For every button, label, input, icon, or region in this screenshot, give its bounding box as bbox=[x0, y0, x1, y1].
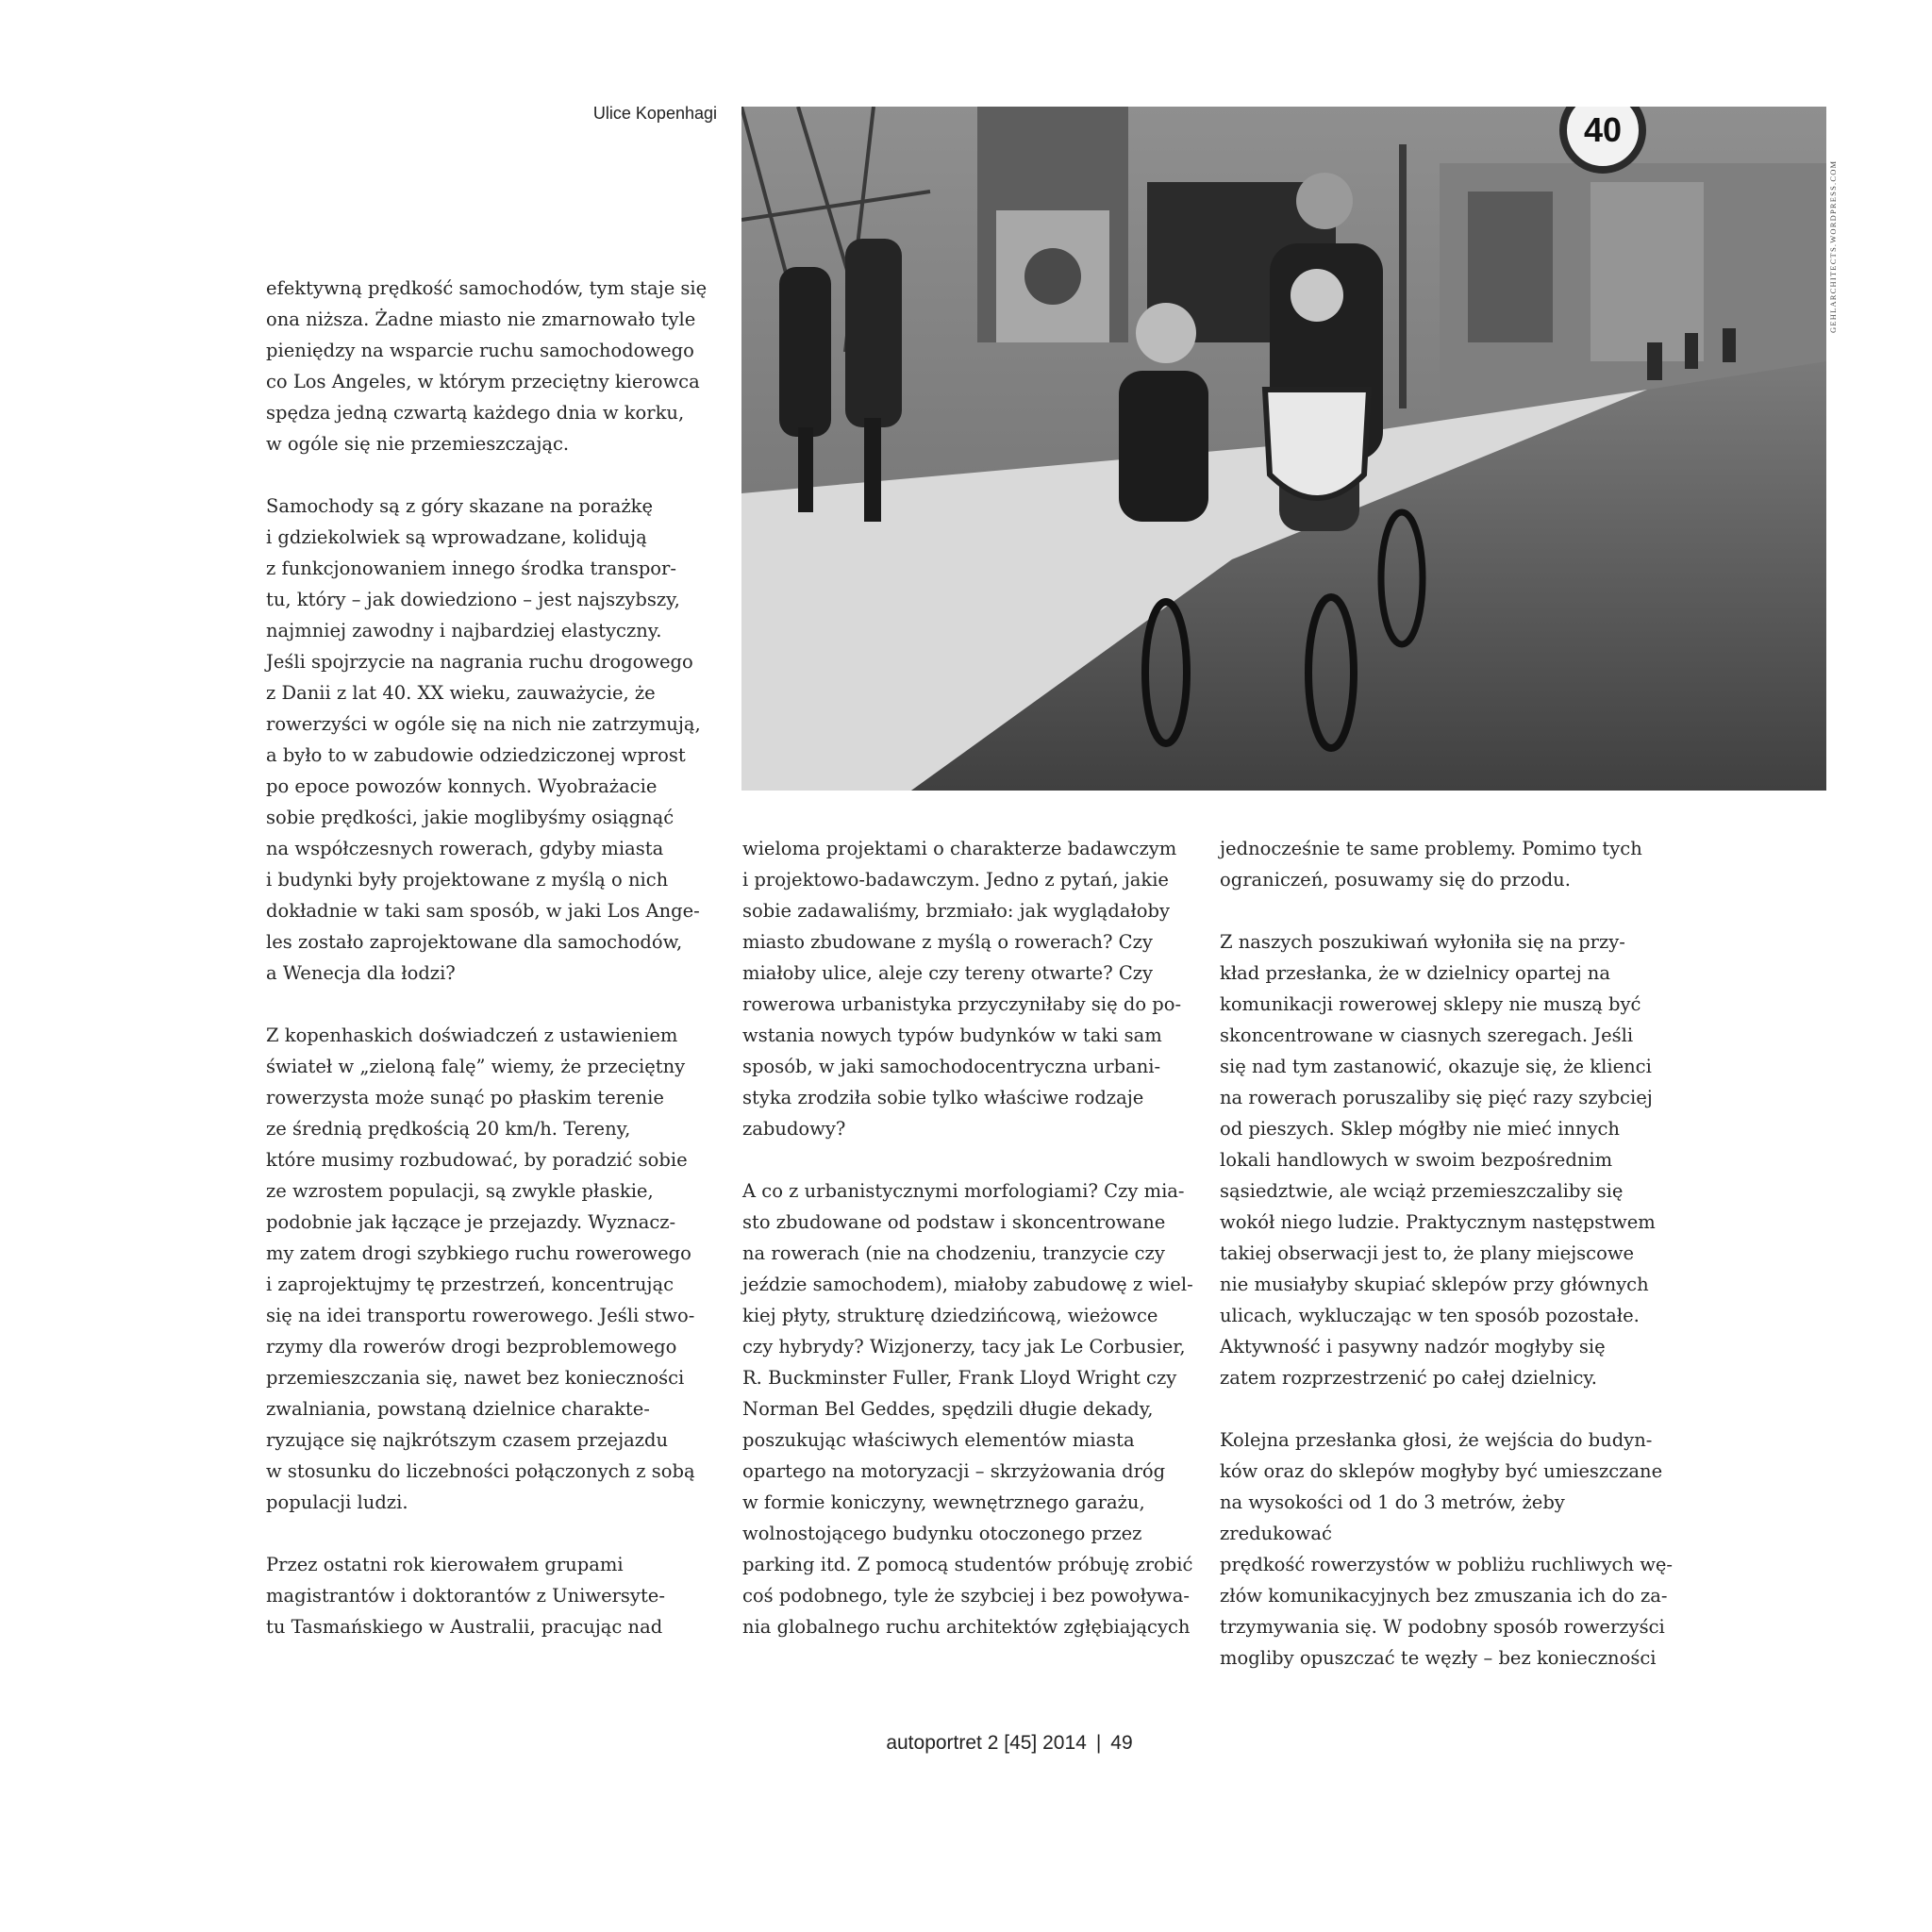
speed-limit-sign: 40 bbox=[1583, 110, 1623, 149]
paragraph: jednocześnie te same problemy. Pomimo tych ograniczeń, posuwamy się do przodu. bbox=[1220, 838, 1642, 891]
text-column-2 bbox=[742, 833, 1205, 1642]
page-footer bbox=[811, 1732, 1208, 1755]
paragraph: Z naszych poszukiwań wyłoniła się na przy- kład przesłanka, że w dzielnicy opartej na komunikacji rowerowej sklepy nie muszą być skoncentrowane w ciasnych szeregach. Jeśli się nad tym zastanowić, okazuje się, że klienci na rowerach poruszaliby się pięć razy szybciej od pieszych. Sklep mógłby nie mieć innych lokali handlowych w swoim bezpośrednim sąsiedztwie, ale wciąż przemieszczaliby się wokół niego ludzie. Praktycznym następstwem takiej obserwacji jest to, że plany miejscowe nie musiałyby skupiać sklepów przy głównych ulicach, wykluczając w ten sposób pozostałe. Aktywność i pasywny nadzór mogłyby się zatem rozprzestrzenić po całej dzielnicy. bbox=[1220, 931, 1656, 1389]
paragraph: A co z urbanistycznymi morfologiami? Czy mia- sto zbudowane od podstaw i skoncentrowane na rowerach (nie na chodzeniu, tranzycie czy jeździe samochodem), miałoby zabudowę z wiel- kiej płyty, strukturę dziedzińcową, wieżowce czy hybrydy? Wizjonerzy, tacy jak Le Corbusier, R. Buckminster Fuller, Frank Lloyd Wright czy Norman Bel Geddes, spędzili długie dekady, poszukując właściwych elementów miasta opartego na motoryzacji – skrzyżowania dróg w formie koniczyny, wewnętrznego garażu, wolnostojącego budynku otoczonego przez parking itd. Z pomocą studentów próbuję zrobić coś podobnego, tyle że szybciej i bez powoływa- nia globalnego ruchu architektów zgłębiających bbox=[742, 1180, 1193, 1638]
street-photo bbox=[741, 107, 1826, 791]
publication-title: autoportret 2 [45] 2014 bbox=[886, 1732, 1087, 1754]
text-column-3 bbox=[1220, 833, 1682, 1674]
paragraph: Przez ostatni rok kierowałem grupami magistrantów i doktorantów z Uniwersyte- tu Tasmańskiego w Australii, pracując nad bbox=[266, 1554, 665, 1638]
photo-illustration bbox=[741, 107, 1826, 791]
photo-credit: GEHLARCHITECTS.WORDPRESS.COM bbox=[1828, 159, 1838, 333]
running-title: Ulice Kopenhagi bbox=[592, 104, 717, 123]
text-column-1 bbox=[266, 273, 738, 1642]
paragraph: Z kopenhaskich doświadczeń z ustawieniem świateł w „zieloną falę” wiemy, że przeciętny rowerzysta może sunąć po płaskim terenie ze średnią prędkością 20 km/h. Tereny, które musimy rozbudować, by poradzić sobie ze wzrostem populacji, są zwykle płaskie, podobnie jak łączące je przejazdy. Wyznacz- my zatem drogi szybkiego ruchu rowerowego i zaprojektujmy tę przestrzeń, koncentrując się na idei transportu rowerowego. Jeśli stwo- rzymy dla rowerów drogi bezproblemowego przemieszczania się, nawet bez konieczności zwalniania, powstaną dzielnice charakte- ryzujące się najkrótszym czasem przejazdu w stosunku do liczebności połączonych z sobą populacji ludzi. bbox=[266, 1024, 695, 1513]
paragraph: Samochody są z góry skazane na porażkę i gdziekolwiek są wprowadzane, kolidują z funkcjonowaniem innego środka transpor- tu, który – jak dowiedziono – jest najszybszy, najmniej zawodny i najbardziej elastyczny. Jeśli spojrzycie na nagrania ruchu drogowego z Danii z lat 40. XX wieku, zauważycie, że rowerzyści w ogóle się na nich nie zatrzymują, a było to w zabudowie odziedziczonej wprost po epoce powozów konnych. Wyobrażacie sobie prędkości, jakie moglibyśmy osiągnąć na współczesnych rowerach, gdyby miasta i budynki były projektowane z myślą o nich dokładnie w taki sam sposób, w jaki Los Ange- les zostało zaprojektowane dla samochodów, a Wenecja dla łodzi? bbox=[266, 495, 701, 984]
paragraph: efektywną prędkość samochodów, tym staje się ona niższa. Żadne miasto nie zmarnowało tyle pieniędzy na wsparcie ruchu samochodowego co Los Angeles, w którym przeciętny kierowca spędza jedną czwartą każdego dnia w korku, w ogóle się nie przemieszczając. bbox=[266, 277, 708, 455]
page-number: 49 bbox=[1110, 1732, 1133, 1754]
paragraph: wieloma projektami o charakterze badawczym i projektowo-badawczym. Jedno z pytań, jakie sobie zadawaliśmy, brzmiało: jak wyglądałoby miasto zbudowane z myślą o rowerach? Czy miałoby ulice, aleje czy tereny otwarte? Czy rowerowa urbanistyka przyczyniłaby się do po- wstania nowych typów budynków w taki sam sposób, w jaki samochodocentryczna urbani- styka zrodziła sobie tylko właściwe rodzaje zabudowy? bbox=[742, 838, 1182, 1140]
paragraph: Kolejna przesłanka głosi, że wejścia do budyn- ków oraz do sklepów mogłyby być umieszczane na wysokości od 1 do 3 metrów, żeby zredukować prędkość rowerzystów w pobliżu ruchliwych wę- złów komunikacyjnych bez zmuszania ich do za- trzymywania się. W podobny sposób rowerzyści mogliby opuszczać te węzły – bez konieczności bbox=[1220, 1429, 1674, 1669]
footer-separator: | bbox=[1095, 1732, 1102, 1754]
